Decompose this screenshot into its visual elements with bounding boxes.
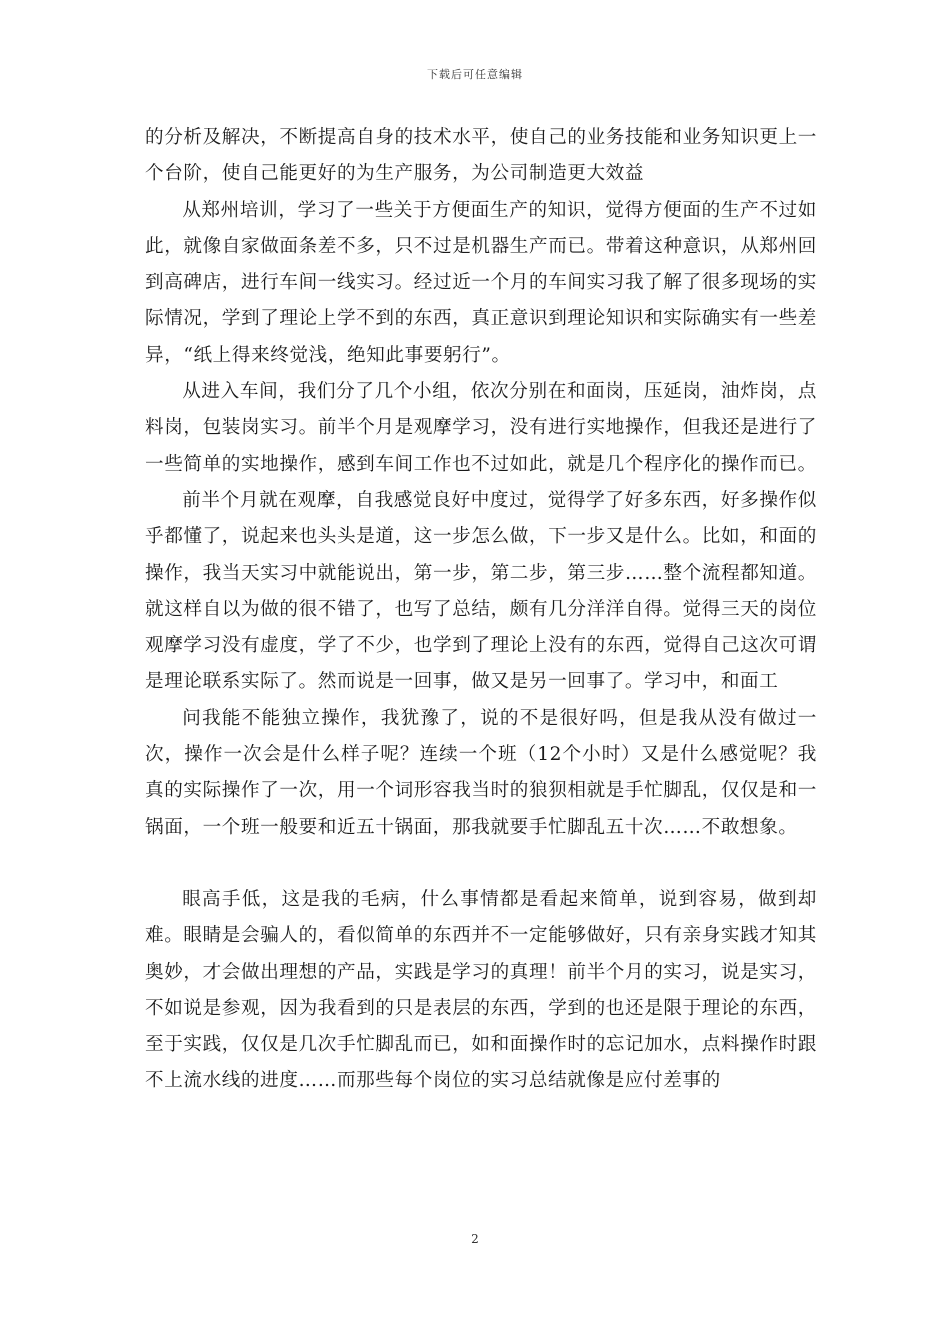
page-number: 2 bbox=[471, 1232, 479, 1246]
paragraph-spacer bbox=[145, 846, 817, 882]
paragraph: 从郑州培训，学习了一些关于方便面生产的知识，觉得方便面的生产不过如此，就像自家做面条差不多，只不过是机器生产而已。带着这种意识，从郑州回到高碑店，进行车间一线实习。经过近一个月的车间实习我了解了很多现场的实际情况，学到了理论上学不到的东西，真正意识到理论知识和实际确实有一些差异，“纸上得来终觉浅，绝知此事要躬行”。 bbox=[145, 199, 817, 366]
paragraph: 眼高手低，这是我的毛病，什么事情都是看起来简单，说到容易，做到却难。眼睛是会骗人的，看似简单的东西并不一定能够做好，只有亲身实践才知其奥妙，才会做出理想的产品，实践是学习的真理！前半个月的实习，说是实习，不如说是参观，因为我看到的只是表层的东西，学到的也还是限于理论的东西，至于实践，仅仅是几次手忙脚乱而已，如和面操作时的忘记加水，点料操作时跟不上流水线的进度……而那些每个岗位的实习总结就像是应付差事的 bbox=[145, 888, 817, 1092]
paragraph: 的分析及解决，不断提高自身的技术水平，使自己的业务技能和业务知识更上一个台阶，使自己能更好的为生产服务，为公司制造更大效益 bbox=[145, 127, 817, 185]
paragraph: 问我能不能独立操作，我犹豫了，说的不是很好吗，但是我从没有做过一次，操作一次会是什么样子呢？连续一个班（12个小时）又是什么感觉呢？我真的实际操作了一次，用一个词形容我当时的狼狈相就是手忙脚乱，仅仅是和一锅面，一个班一般要和近五十锅面，那我就要手忙脚乱五十次……不敢想象。 bbox=[145, 707, 817, 838]
paragraph: 前半个月就在观摩，自我感觉良好中度过，觉得学了好多东西，好多操作似乎都懂了，说起来也头头是道，这一步怎么做，下一步又是什么。比如，和面的操作，我当天实习中就能说出，第一步，第二步，第三步……整个流程都知道。就这样自以为做的很不错了，也写了总结，颇有几分洋洋自得。觉得三天的岗位观摩学习没有虚度，学了不少，也学到了理论上没有的东西，觉得自己这次可谓是理论联系实际了。然而说是一回事，做又是另一回事了。学习中，和面工 bbox=[145, 489, 817, 693]
paragraph: 从进入车间，我们分了几个小组，依次分别在和面岗，压延岗，油炸岗，点料岗，包装岗实习。前半个月是观摩学习，没有进行实地操作，但我还是进行了一些简单的实地操作，感到车间工作也不过如此，就是几个程序化的操作而已。 bbox=[145, 381, 817, 475]
document-body bbox=[145, 120, 817, 1100]
page-header: 下载后可任意编辑 bbox=[427, 68, 523, 81]
